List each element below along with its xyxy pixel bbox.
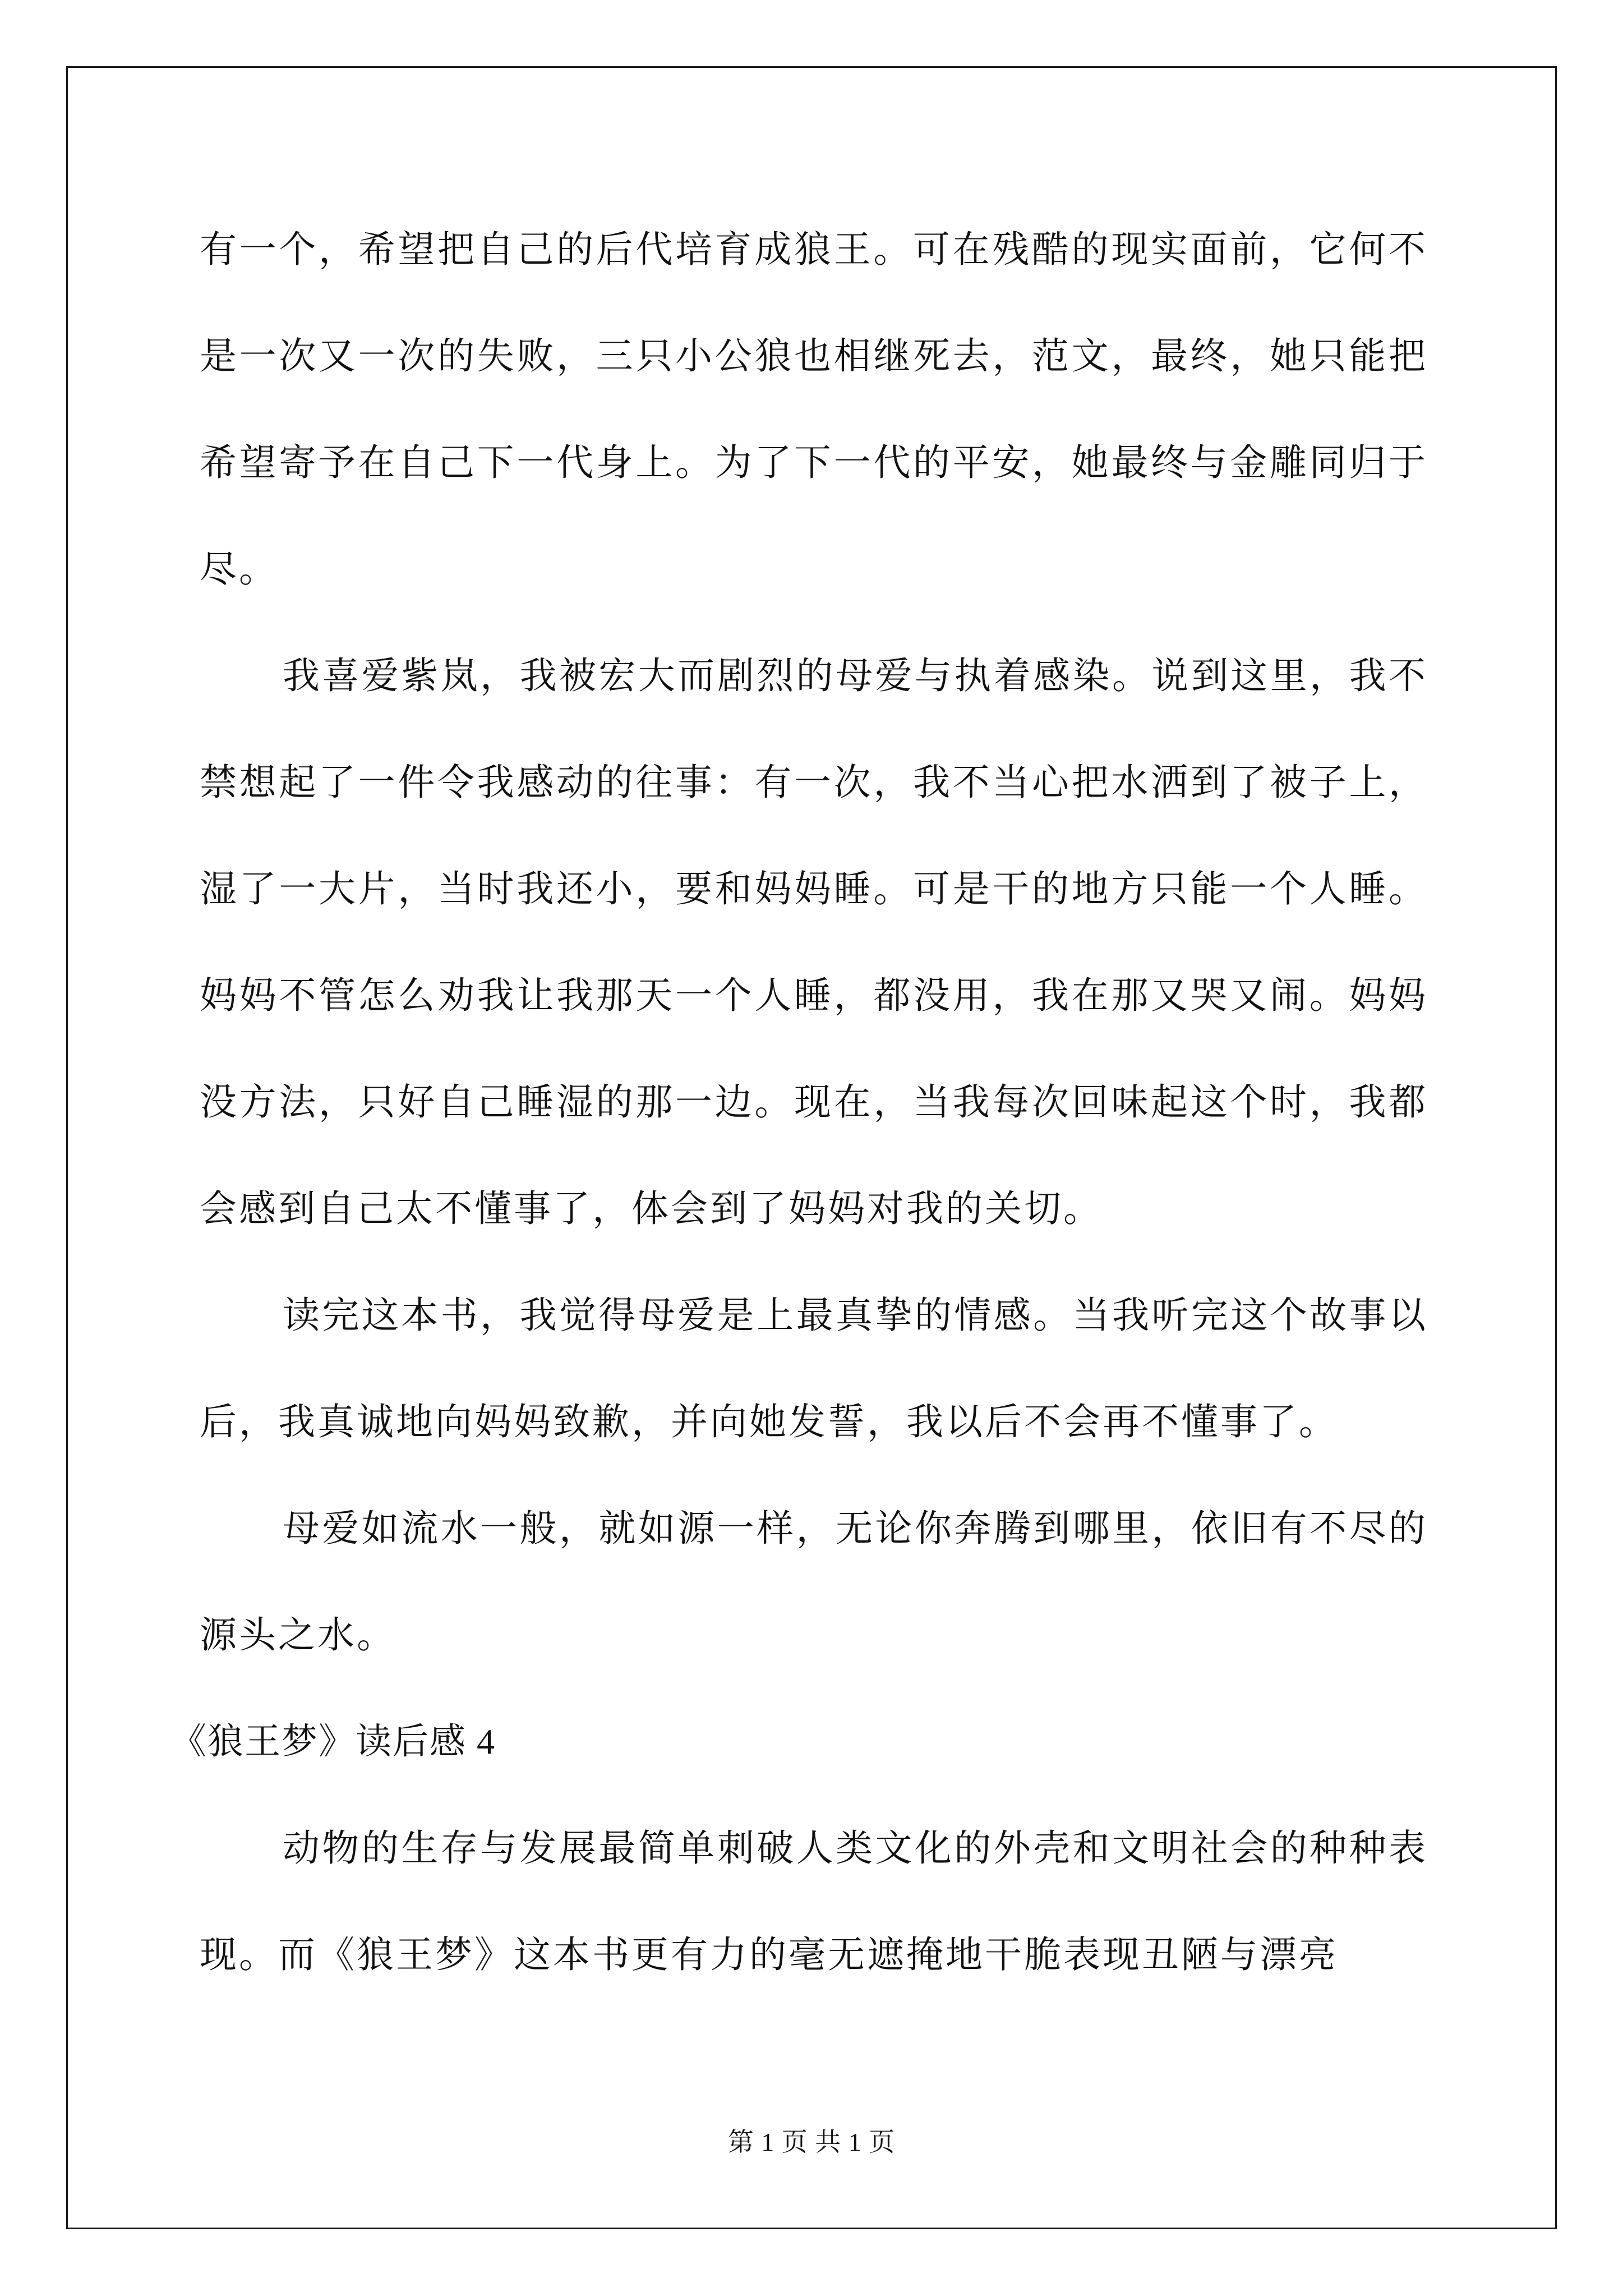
section-heading: 《狼王梦》读后感 4 (170, 1722, 496, 1761)
page-footer: 第 1 页 共 1 页 (727, 2128, 896, 2156)
paragraph-4: 母爱如流水一般，就如源一样，无论你奔腾到哪里，依旧有不尽的源头之水。 (200, 1507, 1428, 1657)
paragraph-3: 读完这本书，我觉得母爱是上最真挚的情感。当我听完这个故事以后，我真诚地向妈妈致歉，并向她发誓，我以后不会再不懂事了。 (200, 1294, 1428, 1443)
paragraph-1: 有一个，希望把自己的后代培育成狼王。可在残酷的现实面前，它何不是一次又一次的失败，三只小公狼也相继死去，范文，最终，她只能把希望寄予在自己下一代身上。为了下一代的平安，她最终与金雕同归于尽。 (200, 228, 1428, 591)
document-body (170, 196, 1428, 2008)
paragraph-2: 我喜爱紫岚，我被宏大而剧烈的母爱与执着感染。说到这里，我不禁想起了一件令我感动的往事：有一次，我不当心把水洒到了被子上，湿了一大片，当时我还小，要和妈妈睡。可是干的地方只能一个人睡。妈妈不管怎么劝我让我那天一个人睡，都没用，我在那又哭又闹。妈妈没方法，只好自己睡湿的那一边。现在，当我每次回味起这个时，我都会感到自己太不懂事了，体会到了妈妈对我的关切。 (200, 654, 1428, 1230)
paragraph-5: 动物的生存与发展最简单刺破人类文化的外壳和文明社会的种种表现。而《狼王梦》这本书更有力的毫无遮掩地干脆表现丑陋与漂亮 (200, 1826, 1428, 1976)
